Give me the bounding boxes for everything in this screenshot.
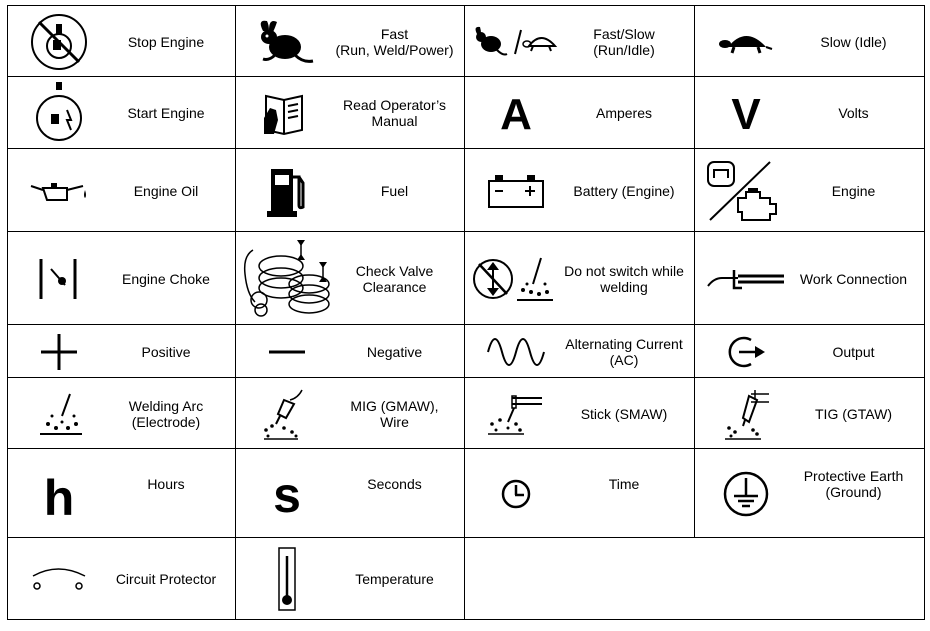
symbol-cell-engine: [694, 148, 925, 232]
symbol-label: [557, 6, 691, 77]
symbol-glyph: A: [500, 90, 532, 139]
symbol-label-text: Time: [608, 475, 640, 492]
seconds-icon: [242, 449, 332, 538]
valve-icon: [242, 232, 332, 325]
choke-icon: [14, 232, 104, 325]
symbol-cell-stop-engine: [7, 5, 236, 77]
symbol-label: [328, 325, 461, 378]
stop-engine-icon: [14, 6, 104, 77]
symbol-label: [328, 449, 461, 538]
rabbit-icon: [242, 6, 332, 77]
symbol-cell-fast-slow: [464, 5, 695, 77]
symbol-label: [787, 325, 920, 378]
symbol-label-text: Temperature: [355, 570, 434, 587]
minus-icon: [242, 325, 332, 378]
symbol-label: [787, 77, 920, 149]
symbol-label: [100, 538, 232, 619]
symbol-label: [557, 378, 691, 449]
symbol-label-text: Amperes: [595, 105, 653, 121]
symbol-cell-output: [694, 324, 925, 378]
symbol-label-text: Protective Earth (Ground): [803, 467, 904, 500]
symbol-legend-table: [7, 5, 924, 619]
plus-icon: [14, 325, 104, 378]
symbol-label-text: Stick (SMAW): [580, 405, 668, 422]
symbol-cell-positive: [7, 324, 236, 378]
circuit-breaker-icon: [14, 538, 104, 619]
symbol-glyph: h: [43, 469, 75, 526]
symbol-label: [328, 6, 461, 77]
symbol-label: [787, 149, 920, 232]
symbol-label-text: Alternating Current (AC): [565, 335, 683, 368]
symbol-label: [100, 378, 232, 449]
symbol-label-text: Hours: [147, 475, 185, 492]
symbol-label-text: Engine: [831, 182, 876, 199]
symbol-label-text: Check Valve Clearance: [355, 262, 434, 295]
symbol-cell-ac: [464, 324, 695, 378]
symbol-label: [328, 149, 461, 232]
sine-wave-icon: [471, 325, 561, 378]
symbol-cell-engine-oil: [7, 148, 236, 232]
tig-torch-icon: [701, 378, 791, 449]
symbol-cell-hours: [7, 448, 236, 538]
symbol-label: [787, 449, 920, 538]
symbol-glyph: s: [273, 466, 301, 523]
symbol-cell-mig: [235, 377, 465, 449]
symbol-label: [557, 325, 691, 378]
thermometer-icon: [242, 538, 332, 619]
symbol-cell-negative: [235, 324, 465, 378]
symbol-label-text: Fast (Run, Weld/Power): [335, 25, 454, 58]
oil-can-icon: [14, 149, 104, 232]
symbol-cell-engine-choke: [7, 231, 236, 325]
symbol-label: [100, 77, 232, 149]
symbol-cell-ground: [694, 448, 925, 538]
rabbit-turtle-icon: [471, 6, 561, 77]
output-icon: [701, 325, 791, 378]
engine-icon: [701, 149, 791, 232]
symbol-label-text: Work Connection: [799, 270, 908, 287]
symbol-label-text: Fast/Slow (Run/Idle): [593, 25, 655, 58]
symbol-cell-slow: [694, 5, 925, 77]
amperes-icon: [471, 77, 561, 149]
symbol-label: [328, 77, 461, 149]
start-engine-icon: [14, 77, 104, 149]
work-clamp-icon: [701, 232, 791, 325]
empty-cell: [464, 537, 695, 620]
symbol-label: [100, 6, 232, 77]
symbol-label: [100, 149, 232, 232]
symbol-label-text: Negative: [366, 343, 423, 360]
symbol-label: [787, 378, 920, 449]
symbol-label: [557, 449, 691, 538]
symbol-cell-temperature: [235, 537, 465, 620]
symbol-label-text: TIG (GTAW): [815, 405, 892, 422]
symbol-label: [328, 538, 461, 619]
clock-icon: [471, 449, 561, 538]
turtle-icon: [701, 6, 791, 77]
symbol-label-text: Welding Arc (Electrode): [128, 397, 204, 430]
symbol-glyph: V: [731, 90, 761, 139]
no-switch-icon: [471, 232, 561, 325]
symbol-cell-time: [464, 448, 695, 538]
symbol-label: [100, 449, 232, 538]
symbol-label-text: MIG (GMAW), Wire: [350, 397, 439, 430]
symbol-cell-stick: [464, 377, 695, 449]
fuel-pump-icon: [242, 149, 332, 232]
symbol-label-text: Read Operator’s Manual: [343, 97, 446, 129]
symbol-label-text: Do not switch while welding: [564, 262, 684, 295]
ground-icon: [701, 449, 791, 538]
mig-gun-icon: [242, 378, 332, 449]
symbol-cell-tig: [694, 377, 925, 449]
empty-cell: [694, 537, 925, 620]
volts-icon: [701, 77, 791, 149]
symbol-label-text: Positive: [141, 343, 191, 360]
symbol-label-text: Seconds: [367, 475, 422, 492]
symbol-label: [787, 232, 920, 325]
symbol-label: [100, 325, 232, 378]
symbol-cell-no-switch: [464, 231, 695, 325]
symbol-label-text: Output: [832, 343, 875, 360]
symbol-label-text: Fuel: [380, 182, 409, 199]
symbol-cell-circuit-protector: [7, 537, 236, 620]
symbol-cell-fuel: [235, 148, 465, 232]
symbol-cell-amperes: [464, 76, 695, 149]
stick-holder-icon: [471, 378, 561, 449]
symbol-cell-fast: [235, 5, 465, 77]
symbol-label: [100, 232, 232, 325]
symbol-cell-welding-arc: [7, 377, 236, 449]
symbol-label-text: Slow (Idle): [820, 33, 887, 50]
symbol-label: [557, 232, 691, 325]
symbol-label-text: Volts: [838, 105, 869, 121]
symbol-cell-battery: [464, 148, 695, 232]
symbol-cell-volts: [694, 76, 925, 149]
symbol-label-text: Circuit Protector: [115, 570, 217, 587]
symbol-cell-read-manual: [235, 76, 465, 149]
symbol-label-text: Stop Engine: [127, 33, 205, 50]
symbol-label: [328, 232, 461, 325]
manual-icon: [242, 77, 332, 149]
symbol-label: [557, 77, 691, 149]
symbol-cell-work-connection: [694, 231, 925, 325]
symbol-label-text: Engine Choke: [122, 270, 210, 287]
symbol-cell-start-engine: [7, 76, 236, 149]
hours-icon: [14, 449, 104, 538]
symbol-cell-seconds: [235, 448, 465, 538]
symbol-label: [328, 378, 461, 449]
symbol-label: [787, 6, 920, 77]
symbol-label-text: Battery (Engine): [573, 182, 675, 199]
symbol-label-text: Start Engine: [127, 105, 205, 121]
symbol-label: [557, 149, 691, 232]
battery-icon: [471, 149, 561, 232]
welding-arc-icon: [14, 378, 104, 449]
symbol-label-text: Engine Oil: [133, 182, 199, 199]
symbol-cell-valve-clearance: [235, 231, 465, 325]
